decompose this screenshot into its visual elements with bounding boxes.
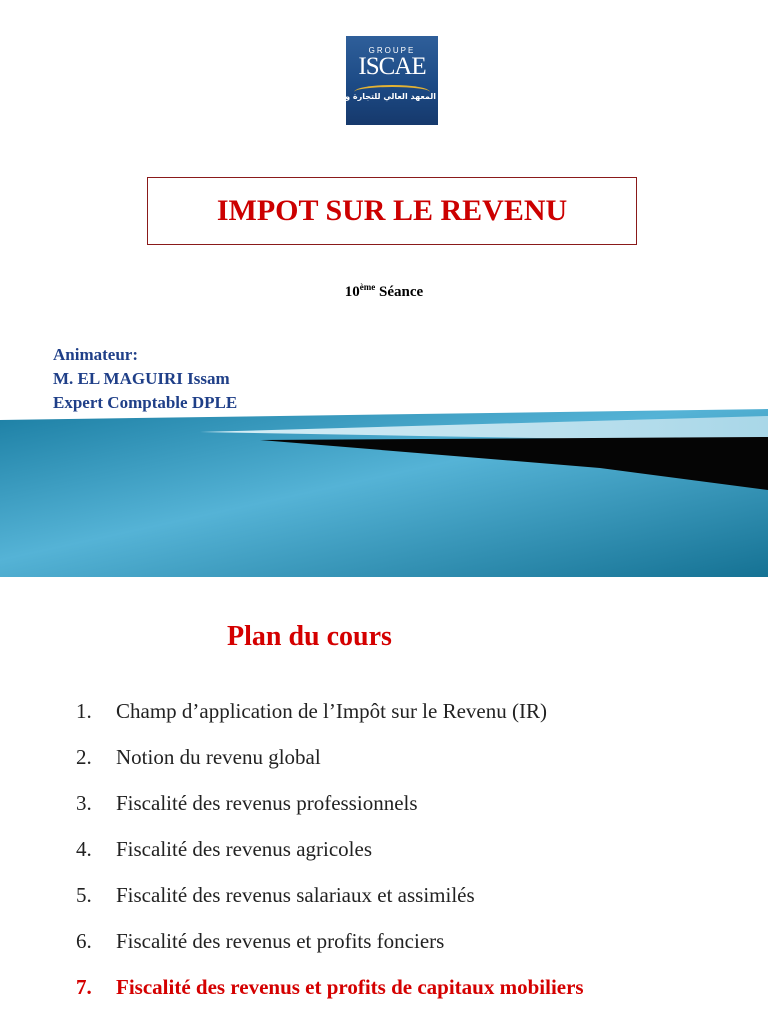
plan-item-number: 3. xyxy=(76,791,92,815)
logo-name-text: ISCAE xyxy=(358,53,426,80)
plan-slide xyxy=(0,577,768,1024)
plan-item xyxy=(76,699,584,745)
plan-item-active xyxy=(76,975,584,1021)
session-suffix: ème xyxy=(359,282,376,292)
session-label xyxy=(0,282,768,301)
animator-heading: Animateur: xyxy=(53,345,138,364)
plan-item xyxy=(76,929,584,975)
plan-item xyxy=(76,837,584,883)
plan-item xyxy=(76,883,584,929)
plan-item-number: 7. xyxy=(76,975,92,999)
logo-groupe-text: GROUPE xyxy=(368,46,416,55)
animator-role: Expert Comptable DPLE xyxy=(53,393,238,412)
plan-item xyxy=(76,745,584,791)
plan-item xyxy=(76,791,584,837)
title-box xyxy=(147,177,637,245)
plan-item-text: Fiscalité des revenus professionnels xyxy=(116,791,418,815)
session-word: Séance xyxy=(379,284,424,300)
plan-item-text: Champ d’application de l’Impôt sur le Revenu (IR) xyxy=(116,699,547,723)
plan-item-text: Fiscalité des revenus et profits fonciers xyxy=(116,929,445,953)
plan-item-number: 5. xyxy=(76,883,92,907)
plan-list xyxy=(76,699,584,1021)
plan-item-text: Fiscalité des revenus agricoles xyxy=(116,837,372,861)
logo-arabic-text: المعهد العالي للتجارة و إدارة المقاولات xyxy=(281,92,436,101)
session-number: 10 xyxy=(344,284,360,300)
plan-item-number: 4. xyxy=(76,837,92,861)
plan-item-text: Notion du revenu global xyxy=(116,745,321,769)
plan-item-number: 1. xyxy=(76,699,92,723)
plan-item-text: Fiscalité des revenus et profits de capitaux mobiliers xyxy=(116,975,584,999)
plan-item-text: Fiscalité des revenus salariaux et assimilés xyxy=(116,883,475,907)
plan-item-number: 6. xyxy=(76,929,92,953)
plan-title: Plan du cours xyxy=(227,621,392,652)
decorative-wave-band xyxy=(0,400,768,577)
slide-title: IMPOT SUR LE REVENU xyxy=(216,194,568,227)
animator-name: M. EL MAGUIRI Issam xyxy=(53,369,230,388)
plan-item-number: 2. xyxy=(76,745,92,769)
iscae-logo xyxy=(281,36,438,125)
